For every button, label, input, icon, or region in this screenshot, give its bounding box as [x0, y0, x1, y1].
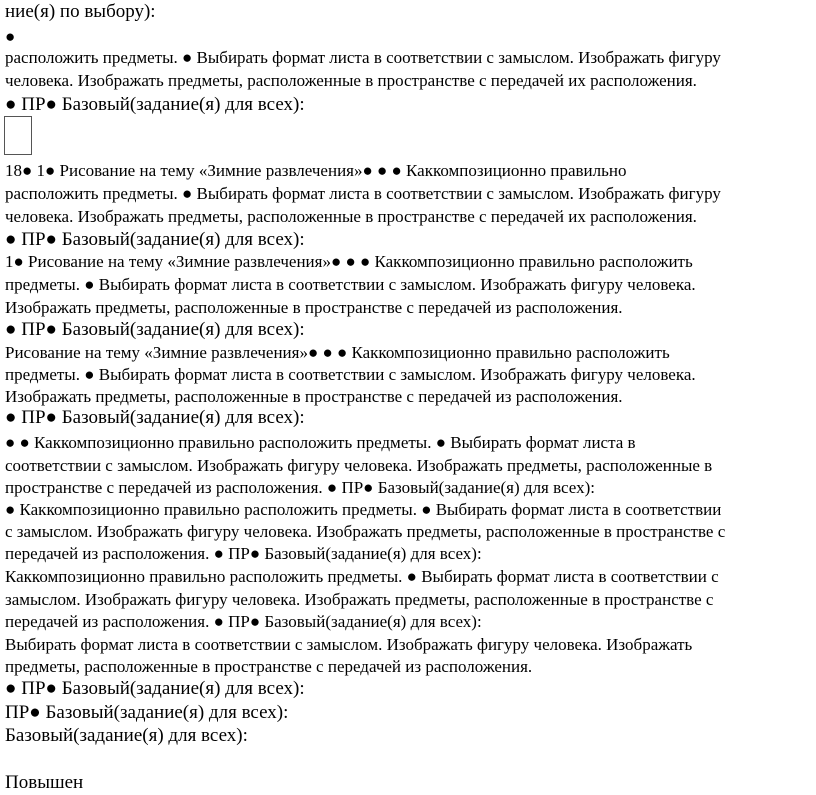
text-line: передачей из расположения. ● ПР● Базовый(задание(я) для всех): — [5, 612, 482, 631]
text-line: ● ПР● Базовый(задание(я) для всех): — [5, 229, 305, 250]
text-line: Повышен — [5, 772, 84, 793]
text-line: ● — [5, 27, 16, 46]
text-line: передачей из расположения. ● ПР● Базовый(задание(я) для всех): — [5, 544, 482, 563]
text-line: ● ПР● Базовый(задание(я) для всех): — [5, 407, 305, 428]
text-line: с замыслом. Изображать фигуру человека. Изображать предметы, расположенные в пространстве с — [5, 522, 726, 541]
text-line: Выбирать формат листа в соответствии с замыслом. Изображать фигуру человека. Изображать — [5, 635, 693, 654]
text-line: ● ПР● Базовый(задание(я) для всех): — [5, 319, 305, 340]
text-line: расположить предметы. ● Выбирать формат листа в соответствии с замыслом. Изображать фигуру — [5, 184, 721, 203]
text-line: 18● 1● Рисование на тему «Зимние развлечения»● ● ● Каккомпозиционно правильно — [5, 161, 627, 180]
text-line: предметы. ● Выбирать формат листа в соответствии с замыслом. Изображать фигуру человека. — [5, 275, 696, 294]
text-line: Рисование на тему «Зимние развлечения»● ● ● Каккомпозиционно правильно расположить — [5, 343, 670, 362]
text-line: ПР● Базовый(задание(я) для всех): — [5, 702, 289, 723]
text-line: Изображать предметы, расположенные в пространстве с передачей из расположения. — [5, 298, 623, 317]
text-line: соответствии с замыслом. Изображать фигуру человека. Изображать предметы, расположенные в — [5, 456, 713, 475]
text-line: пространстве с передачей из расположения. ● ПР● Базовый(задание(я) для всех): — [5, 478, 596, 497]
text-line: Каккомпозиционно правильно расположить предметы. ● Выбирать формат листа в соответствии с — [5, 567, 719, 586]
text-line: предметы, расположенные в пространстве с передачей из расположения. — [5, 657, 533, 676]
text-line: Изображать предметы, расположенные в пространстве с передачей из расположения. — [5, 387, 623, 406]
empty-image-placeholder — [4, 116, 32, 155]
text-line: ● ПР● Базовый(задание(я) для всех): — [5, 94, 305, 115]
text-line: расположить предметы. ● Выбирать формат листа в соответствии с замыслом. Изображать фигуру — [5, 48, 721, 67]
text-line: человека. Изображать предметы, расположенные в пространстве с передачей их расположения. — [5, 71, 697, 90]
text-line: ние(я) по выбору): — [5, 1, 156, 22]
text-line: Базовый(задание(я) для всех): — [5, 725, 248, 746]
text-line: предметы. ● Выбирать формат листа в соответствии с замыслом. Изображать фигуру человека. — [5, 365, 696, 384]
text-line: 1● Рисование на тему «Зимние развлечения»● ● ● Каккомпозиционно правильно расположить — [5, 252, 693, 271]
text-line: ● Каккомпозиционно правильно расположить предметы. ● Выбирать формат листа в соответствии — [5, 500, 722, 519]
text-line: замыслом. Изображать фигуру человека. Изображать предметы, расположенные в пространстве с — [5, 590, 714, 609]
text-line: ● ПР● Базовый(задание(я) для всех): — [5, 678, 305, 699]
text-line: человека. Изображать предметы, расположенные в пространстве с передачей их расположения. — [5, 207, 697, 226]
text-line: ● ● Каккомпозиционно правильно расположить предметы. ● Выбирать формат листа в — [5, 433, 636, 452]
